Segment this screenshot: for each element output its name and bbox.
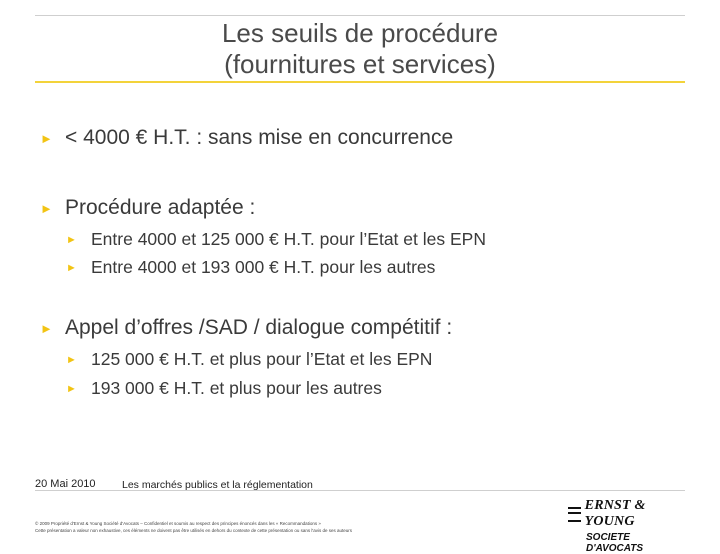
bullet-arrow-icon: ► (40, 130, 53, 146)
page-title (35, 18, 685, 80)
bullet-2 (40, 196, 255, 220)
title-rule (35, 81, 685, 83)
logo-subtitle: SOCIETE D'AVOCATS (586, 532, 644, 554)
sub-bullet-2-2-text: Entre 4000 et 193 000 € H.T. pour les autres (91, 257, 436, 277)
bullet-3-text: Appel d’offres /SAD / dialogue compétitif : (65, 316, 453, 339)
logo-name: ERNST & YOUNG (584, 498, 646, 529)
bullet-1 (40, 126, 453, 150)
logo-main (568, 498, 688, 530)
sub-bullet-3-1-text: 125 000 € H.T. et plus pour l’Etat et les EPN (91, 349, 433, 369)
title-line-2: (fournitures et services) (224, 49, 496, 79)
footer-date: 20 Mai 2010 (35, 478, 96, 490)
footer-legal-line-2: Cette présentation a valeur non exhaustive, ces éléments ne doivent pas être utilisés en dehors du contexte de cette présentation ou sans l'avis de ses auteurs (35, 528, 353, 533)
sub-bullet-3-2-text: 193 000 € H.T. et plus pour les autres (91, 378, 382, 398)
sub-bullet-arrow-icon: ► (66, 261, 77, 274)
title-line-1: Les seuils de procédure (221, 18, 499, 48)
bullet-arrow-icon: ► (40, 320, 53, 336)
company-logo (568, 498, 688, 554)
sub-bullet-arrow-icon: ► (66, 382, 77, 395)
sub-bullet-3-2 (66, 378, 382, 399)
bullet-3 (40, 316, 452, 340)
bullet-2-text: Procédure adaptée : (65, 196, 256, 219)
sub-bullet-2-2 (66, 257, 435, 278)
sub-bullet-arrow-icon: ► (66, 233, 77, 246)
bullet-arrow-icon: ► (40, 200, 53, 216)
sub-bullet-2-1-text: Entre 4000 et 125 000 € H.T. pour l’Etat et les EPN (91, 229, 486, 249)
footer-title: Les marchés publics et la réglementation (122, 479, 313, 491)
ey-mark-icon (568, 507, 581, 522)
sub-bullet-2-1 (66, 229, 486, 250)
top-rule (35, 15, 685, 16)
footer-legal (35, 520, 555, 534)
sub-bullet-arrow-icon: ► (66, 353, 77, 366)
sub-bullet-3-1 (66, 349, 432, 370)
bullet-1-text: < 4000 € H.T. : sans mise en concurrence (65, 126, 454, 149)
footer-legal-line-1: © 2009 Propriété d'Ernst & Young Société d'Avocats – Confidentiel et soumis au respect des principes énoncés dans les « Recommandations » (35, 521, 321, 526)
